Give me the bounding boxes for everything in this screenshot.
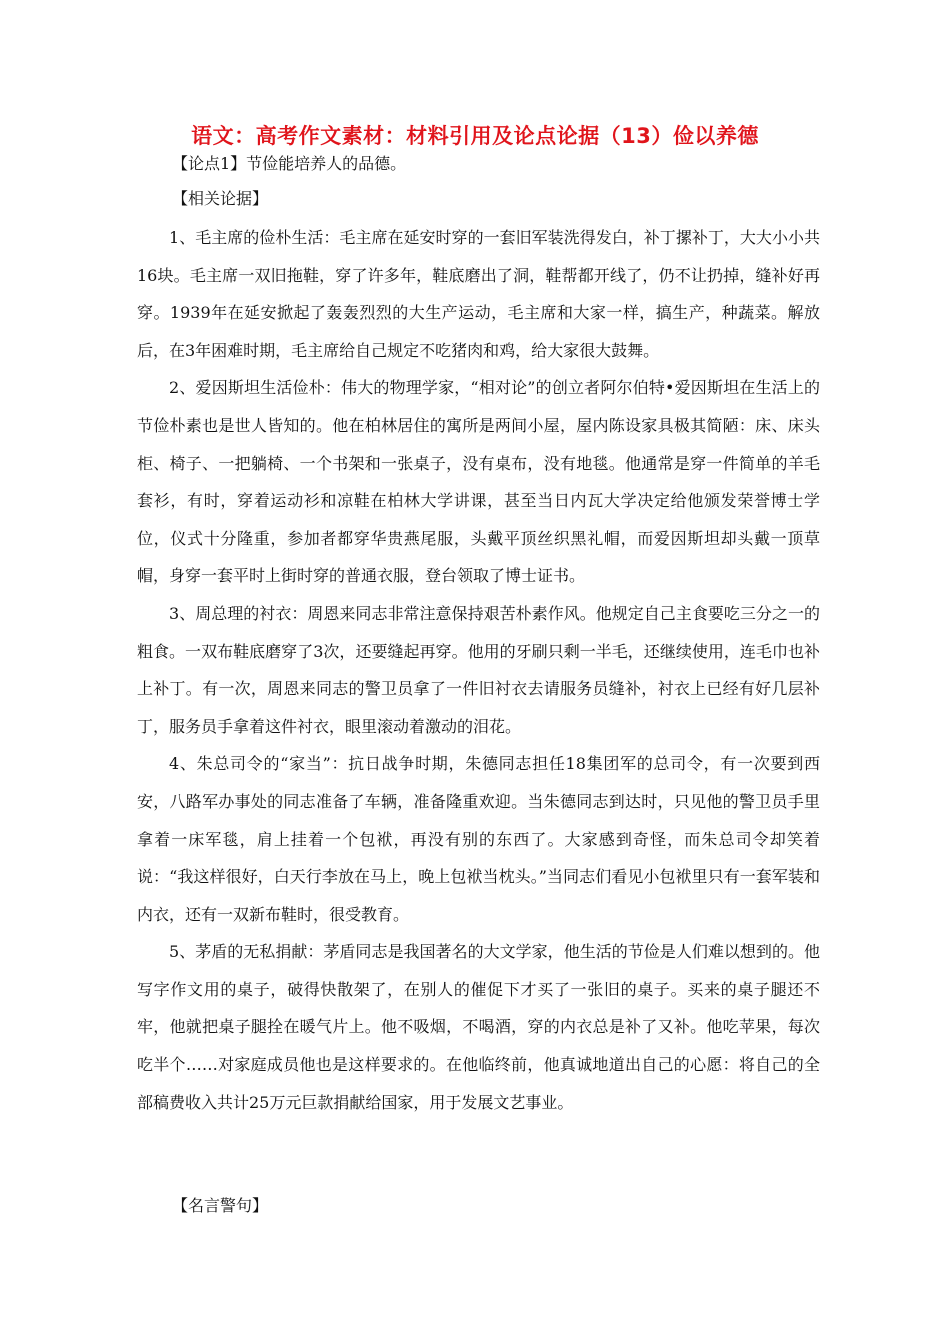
evidence-paragraph-zhou: 3、周总理的衬衣：周恩来同志非常注意保持艰苦朴素作风。他规定自己主食要吃三分之一的粗食。一双布鞋底磨穿了3次，还要缝起再穿。他用的牙刷只剩一半毛，还继续使用，连毛巾也补上补丁。有一次，周恩来同志的警卫员拿了一件旧衬衣去请服务员缝补，衬衣上已经有好几层补丁，服务员手拿着这件衬衣，眼里滚动着激动的泪花。 [137, 603, 820, 736]
document-title: 语文：高考作文素材：材料引用及论点论据（13）俭以养德 [191, 124, 759, 148]
quotes-heading: 【名言警句】 [172, 1196, 269, 1215]
evidence-paragraph-mao: 1、毛主席的俭朴生活：毛主席在延安时穿的一套旧军装洗得发白，补丁摞补丁，大大小小共16块。毛主席一双旧拖鞋，穿了许多年，鞋底磨出了洞，鞋帮都开线了，仍不让扔掉，缝补好再穿。1939年在延安掀起了轰轰烈烈的大生产运动，毛主席和大家一样，搞生产，种蔬菜。解放后，在3年困难时期，毛主席给自己规定不吃猪肉和鸡，给大家很大鼓舞。 [137, 228, 820, 360]
evidence-body [137, 219, 820, 1121]
evidence-paragraph-einstein: 2、爱因斯坦生活俭朴：伟大的物理学家，“相对论”的创立者阿尔伯特•爱因斯坦在生活上的节俭朴素也是世人皆知的。他在柏林居住的寓所是两间小屋，屋内陈设家具极其简陋：床、床头柜、椅子、一把躺椅、一个书架和一张桌子，没有桌布，没有地毯。他通常是穿一件简单的羊毛套衫，有时，穿着运动衫和凉鞋在柏林大学讲课，甚至当日内瓦大学决定给他颁发荣誉博士学位，仪式十分隆重，参加者都穿华贵燕尾服，头戴平顶丝织黑礼帽，而爱因斯坦却头戴一顶草帽，身穿一套平时上街时穿的普通衣服，登台领取了博士证书。 [137, 378, 820, 586]
evidence-heading: 【相关论据】 [172, 189, 269, 208]
evidence-paragraph-zhu: 4、朱总司令的“家当”：抗日战争时期，朱德同志担任18集团军的总司令，有一次要到西安，八路军办事处的同志准备了车辆，准备隆重欢迎。当朱德同志到达时，只见他的警卫员手里拿着一床军毯，肩上挂着一个包袱，再没有别的东西了。大家感到奇怪，而朱总司令却笑着说：“我这样很好，白天行李放在马上，晚上包袱当枕头。”当同志们看见小包袱里只有一套军装和内衣，还有一双新布鞋时，很受教育。 [137, 754, 820, 924]
evidence-paragraph-maodun: 5、茅盾的无私捐献：茅盾同志是我国著名的大文学家，他生活的节俭是人们难以想到的。他写字作文用的桌子，破得快散架了，在别人的催促下才买了一张旧的桌子。买来的桌子腿还不牢，他就把桌子腿拴在暖气片上。他不吸烟，不喝酒，穿的内衣总是补了又补。他吃苹果，每次吃半个……对家庭成员他也是这样要求的。在他临终前，他真诚地道出自己的心愿：将自己的全部稿费收入共计25万元巨款捐献给国家，用于发展文艺事业。 [137, 942, 820, 1112]
thesis-statement: 【论点1】节俭能培养人的品德。 [172, 154, 407, 173]
